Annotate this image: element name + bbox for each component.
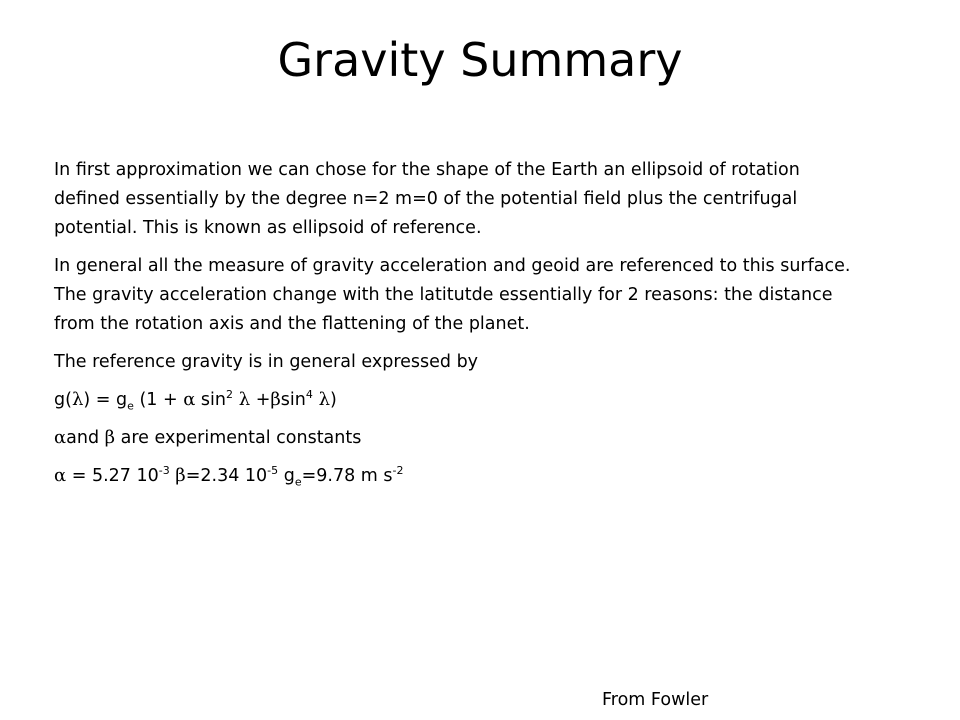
formula-plus: + <box>250 390 271 410</box>
values-g: g <box>278 466 295 486</box>
paragraph-ellipsoid-line-1: In first approximation we can chose for the shape of the Earth an ellipsoid of rotation <box>54 160 800 180</box>
constants-rest: are experimental constants <box>115 428 362 448</box>
values-g-exponent: -2 <box>392 464 404 478</box>
paragraph-ellipsoid-line-2: defined essentially by the degree n=2 m=0 of the potential field plus the centrifugal <box>54 189 798 209</box>
source-credit: From Fowler <box>602 690 709 710</box>
slide-body <box>54 156 924 499</box>
slide-title: Gravity Summary <box>277 33 683 87</box>
paragraph-reference-surface <box>54 252 924 339</box>
formula-close: ) <box>330 390 337 410</box>
formula-lambda-3: λ <box>312 389 330 410</box>
formula-sin: sin <box>195 390 226 410</box>
paragraph-ellipsoid-line-3: potential. This is known as ellipsoid of reference. <box>54 218 482 238</box>
paragraph-reference-line-2: The gravity acceleration change with the latitutde essentially for 2 reasons: the distance <box>54 285 833 305</box>
formula-exp-4: 4 <box>305 388 313 402</box>
constants-and: and <box>66 428 105 448</box>
values-alpha-exponent: -3 <box>158 464 170 478</box>
constants-alpha: α <box>54 427 67 448</box>
formula-beta: β <box>270 389 281 410</box>
values-line <box>54 461 924 491</box>
formula-alpha: α <box>183 389 196 410</box>
formula-open: (1 + <box>133 390 184 410</box>
values-g-value: =9.78 m s <box>301 466 393 486</box>
formula-eq: ) = g <box>83 390 128 410</box>
paragraph-ellipsoid <box>54 156 924 243</box>
paragraph-reference-line-1: In general all the measure of gravity acceleration and geoid are referenced to this surface. <box>54 256 851 276</box>
formula-e-subscript: e <box>127 399 134 413</box>
values-beta-exponent: -5 <box>267 464 279 478</box>
formula-lambda-2: λ <box>233 389 251 410</box>
values-beta: β <box>175 465 186 486</box>
values-g-subscript: e <box>294 475 302 489</box>
values-beta-value: =2.34 10 <box>185 466 268 486</box>
paragraph-reference-gravity: The reference gravity is in general expressed by <box>54 352 479 372</box>
constants-beta: β <box>104 427 116 448</box>
constants-line <box>54 423 924 453</box>
formula-exp-2: 2 <box>226 388 233 402</box>
values-alpha: α <box>54 465 67 486</box>
formula-sin-4: sin <box>280 390 306 410</box>
gravity-formula <box>54 385 924 415</box>
paragraph-reference-line-3: from the rotation axis and the flattening of the planet. <box>54 314 530 334</box>
formula-lambda: λ <box>71 389 84 410</box>
formula-g: g( <box>54 390 72 410</box>
values-alpha-value: = 5.27 10 <box>66 466 159 486</box>
